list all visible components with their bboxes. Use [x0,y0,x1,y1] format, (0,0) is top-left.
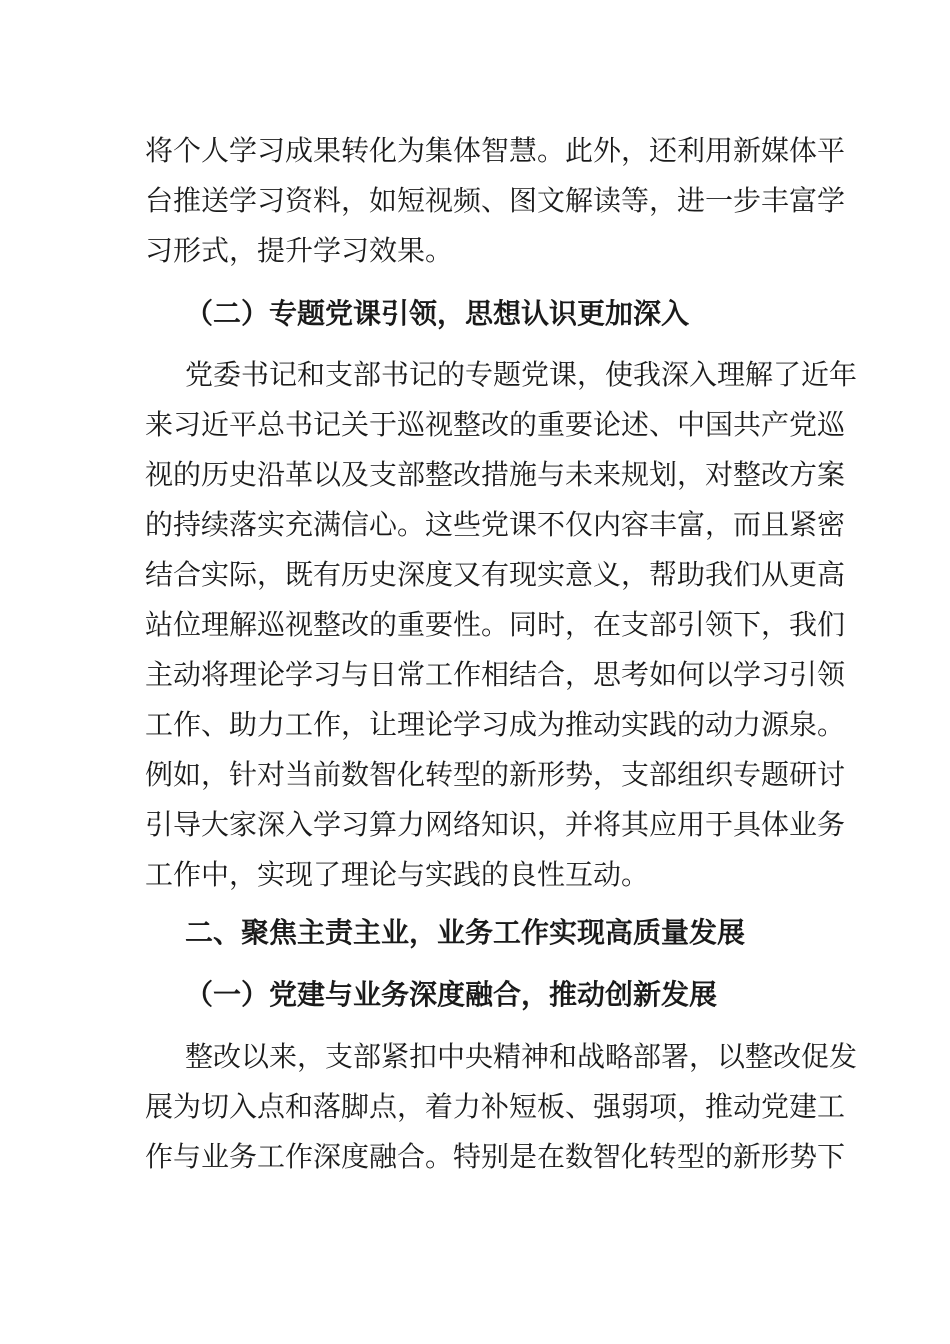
body-text-line: 例如，针对当前数智化转型的新形势，支部组织专题研讨 [145,758,846,791]
body-text-line: 台推送学习资料，如短视频、图文解读等，进一步丰富学 [145,184,846,217]
body-text-line: 视的历史沿革以及支部整改措施与未来规划，对整改方案 [145,458,846,491]
body-text-line: 工作、助力工作，让理论学习成为推动实践的动力源泉。 [145,708,846,741]
body-text-line: 的持续落实充满信心。这些党课不仅内容丰富，而且紧密 [145,508,846,541]
body-text-line: 结合实际，既有历史深度又有现实意义，帮助我们从更高 [145,558,846,591]
section-heading: 二、聚焦主责主业，业务工作实现高质量发展 [185,916,746,949]
body-text-line: 习形式，提升学习效果。 [145,234,454,267]
body-text-line: 展为切入点和落脚点，着力补短板、强弱项，推动党建工 [145,1090,846,1123]
section-subheading: （一）党建与业务深度融合，推动创新发展 [185,978,718,1011]
body-text-line: 工作中，实现了理论与实践的良性互动。 [145,858,650,891]
body-text-line: 来习近平总书记关于巡视整改的重要论述、中国共产党巡 [145,408,846,441]
body-text-line: 主动将理论学习与日常工作相结合，思考如何以学习引领 [145,658,846,691]
body-text-line: 站位理解巡视整改的重要性。同时，在支部引领下，我们 [145,608,846,641]
body-text-line: 将个人学习成果转化为集体智慧。此外，还利用新媒体平 [145,134,846,167]
body-text-line: 引导大家深入学习算力网络知识，并将其应用于具体业务 [145,808,846,841]
paragraph-first-line: 党委书记和支部书记的专题党课，使我深入理解了近年 [185,358,858,391]
section-subheading: （二）专题党课引领，思想认识更加深入 [185,297,690,330]
body-text-line: 作与业务工作深度融合。特别是在数智化转型的新形势下 [145,1140,846,1173]
paragraph-first-line: 整改以来，支部紧扣中央精神和战略部署，以整改促发 [185,1040,858,1073]
